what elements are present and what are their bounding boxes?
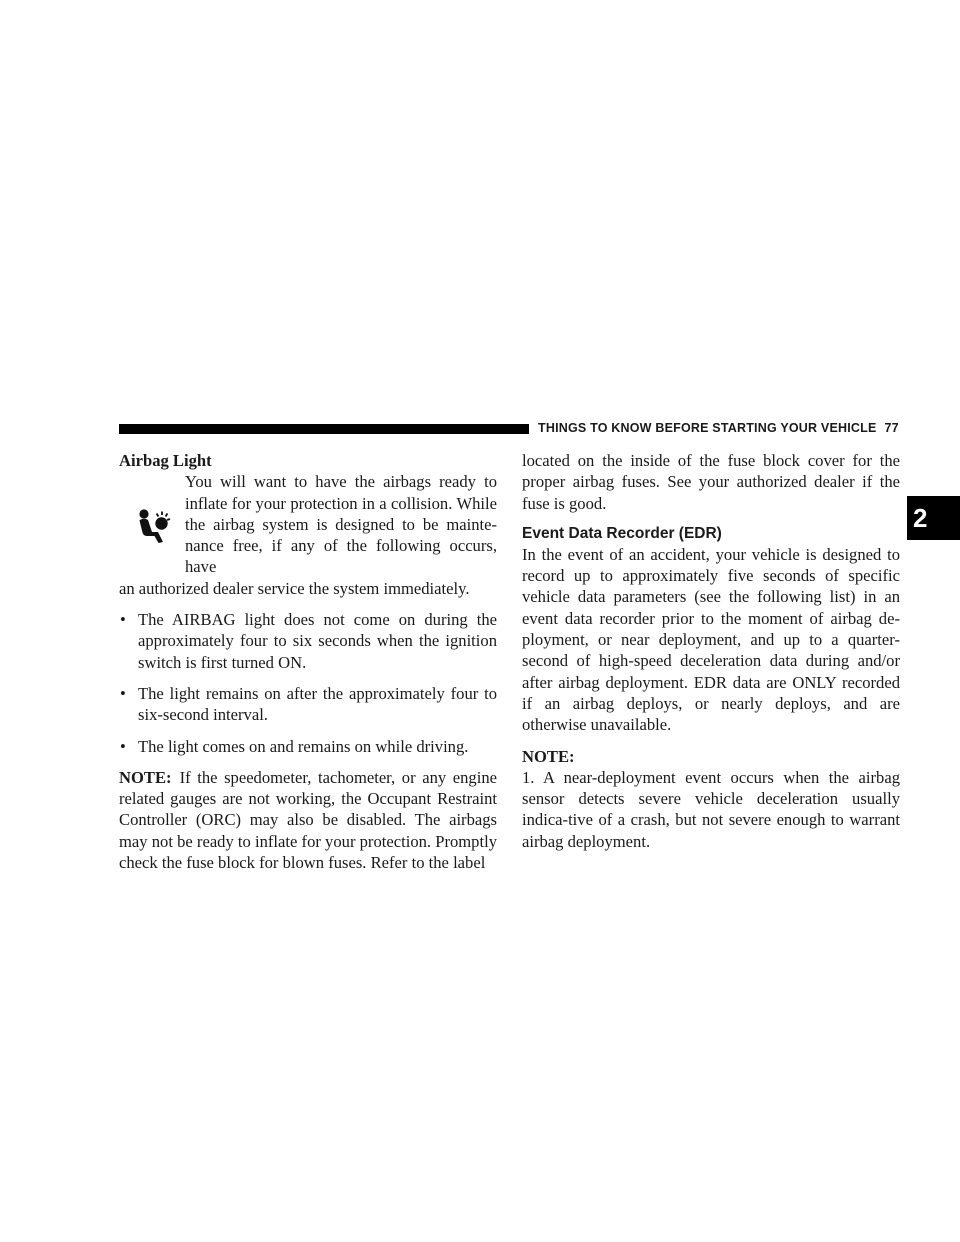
note-label: NOTE: xyxy=(119,767,172,787)
list-item-text: The light comes on and remains on while driving. xyxy=(138,736,469,756)
list-item-text: The AIRBAG light does not come on during the approximately four to six seconds when the ignition switch is first turned ON. xyxy=(138,610,497,672)
list-item xyxy=(119,683,497,726)
airbag-intro xyxy=(119,471,497,577)
bullet-icon: • xyxy=(120,610,126,630)
orc-note xyxy=(119,767,497,873)
chapter-tab xyxy=(907,496,960,540)
header-rule xyxy=(119,424,529,434)
bullet-icon: • xyxy=(120,736,126,756)
intro-indented-text: You will want to have the airbags ready to inflate for your protection in a collision. While the airbag system is designed to be mainte-nance free, if any of the following occurs, have xyxy=(185,472,497,577)
airbag-seated-person-icon xyxy=(136,508,172,544)
running-header xyxy=(538,421,899,435)
edr-note-label: NOTE: xyxy=(522,746,575,766)
airbag-light-heading: Airbag Light xyxy=(119,451,212,470)
list-item xyxy=(119,609,497,673)
chapter-number: 2 xyxy=(913,503,928,533)
edr-paragraph: In the event of an accident, your vehicle is designed to record up to approximately five seconds of specific vehicle data parameters (see the following list) in an event data recorder prior to the moment of airbag de-ployment, or near deployment, and up to a quarter-second of high-speed deceleration data during and/or after airbag deployment. EDR data are ONLY recorded if an airbag deploys, or nearly deploys, and are otherwise unavailable. xyxy=(522,544,900,735)
bullet-icon: • xyxy=(120,683,126,703)
section-title: THINGS TO KNOW BEFORE STARTING YOUR VEHICLE xyxy=(538,421,877,435)
edr-note-item: 1. A near-deployment event occurs when the airbag sensor detects severe vehicle deceleration usually indica-tive of a crash, but not severe enough to warrant airbag deployment. xyxy=(522,767,900,851)
intro-continued-text: an authorized dealer service the system immediately. xyxy=(119,578,470,598)
list-item-text: The light remains on after the approximately four to six-second interval. xyxy=(138,683,497,725)
fuse-continuation-text: located on the inside of the fuse block cover for the proper airbag fuses. See your authorized dealer if the fuse is good. xyxy=(522,451,900,513)
edr-heading: Event Data Recorder (EDR) xyxy=(522,524,722,542)
list-item xyxy=(119,736,497,757)
airbag-light-conditions-list xyxy=(119,609,497,757)
note-text: If the speedometer, tachometer, or any engine related gauges are not working, the Occupant Restraint Controller (ORC) may also be disabled. The airbags may not be ready to inflate for your protection. Promptly check the fuse block for blown fuses. Refer to the label xyxy=(119,767,497,873)
right-column xyxy=(522,450,900,852)
left-column xyxy=(119,450,497,873)
page-number: 77 xyxy=(884,421,899,435)
